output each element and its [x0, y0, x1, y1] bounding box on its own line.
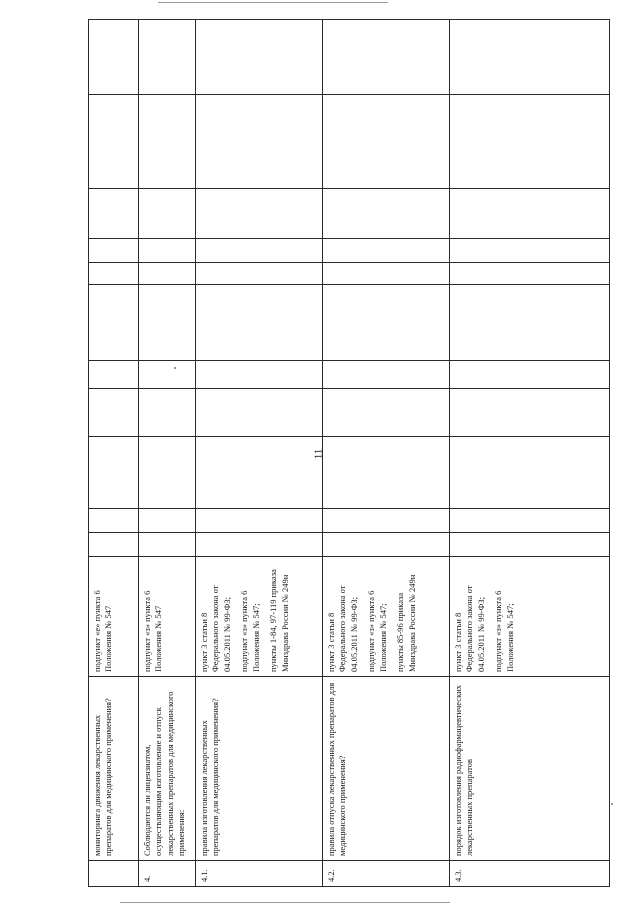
checklist-table-sheet	[88, 20, 609, 887]
question-cell: правила отпуска лекарственных препаратов для медицинского применения?	[323, 677, 450, 861]
question-cell: правила изготовления лекарственных препаратов для медицинского применения?	[196, 677, 323, 861]
question-cell: Соблюдаются ли лицензиатом, осуществляющим изготовление и отпуск лекарственных препаратов для медицинского применения:	[139, 677, 196, 861]
scan-edge-bottom	[120, 902, 450, 903]
reference-cell: пункт 3 статьи 8 Федерального закона от 04.05.2011 № 99-ФЗ; подпункт «з» пункта 6 Положения № 547; пункты 85-96 приказа Минздрава России № 249н	[323, 557, 450, 677]
reference-cell: пункт 3 статьи 8 Федерального закона от 04.05.2011 № 99-ФЗ; подпункт «з» пункта 6 Положения № 547;	[450, 557, 610, 677]
page-number: 11	[312, 448, 325, 460]
row-number: 4.3.	[450, 861, 610, 887]
row-number: 4.1.	[196, 861, 323, 887]
row-number: 4.	[139, 861, 196, 887]
question-cell: мониторинга движения лекарственных препаратов для медицинского применения?	[89, 677, 139, 861]
table-row	[139, 20, 196, 887]
scan-speck	[611, 803, 613, 805]
table-row	[450, 20, 610, 887]
table-row	[196, 20, 323, 887]
row-number: 4.2.	[323, 861, 450, 887]
reference-cell: пункт 3 статьи 8 Федерального закона от 04.05.2011 № 99-ФЗ; подпункт «з» пункта 6 Положения № 547; пункты 1-84, 97-119 приказа Минздрава России № 249н	[196, 557, 323, 677]
checklist-table	[88, 19, 610, 887]
row-number	[89, 861, 139, 887]
reference-cell: подпункт «е» пункта 6 Положения № 547	[89, 557, 139, 677]
table-row	[89, 20, 139, 887]
reference-cell: подпункт «з» пункта 6 Положения № 547	[139, 557, 196, 677]
table-row	[323, 20, 450, 887]
scan-edge-top	[158, 2, 388, 3]
question-cell: порядок изготовления радиофармацевтических лекарственных препаратов	[450, 677, 610, 861]
